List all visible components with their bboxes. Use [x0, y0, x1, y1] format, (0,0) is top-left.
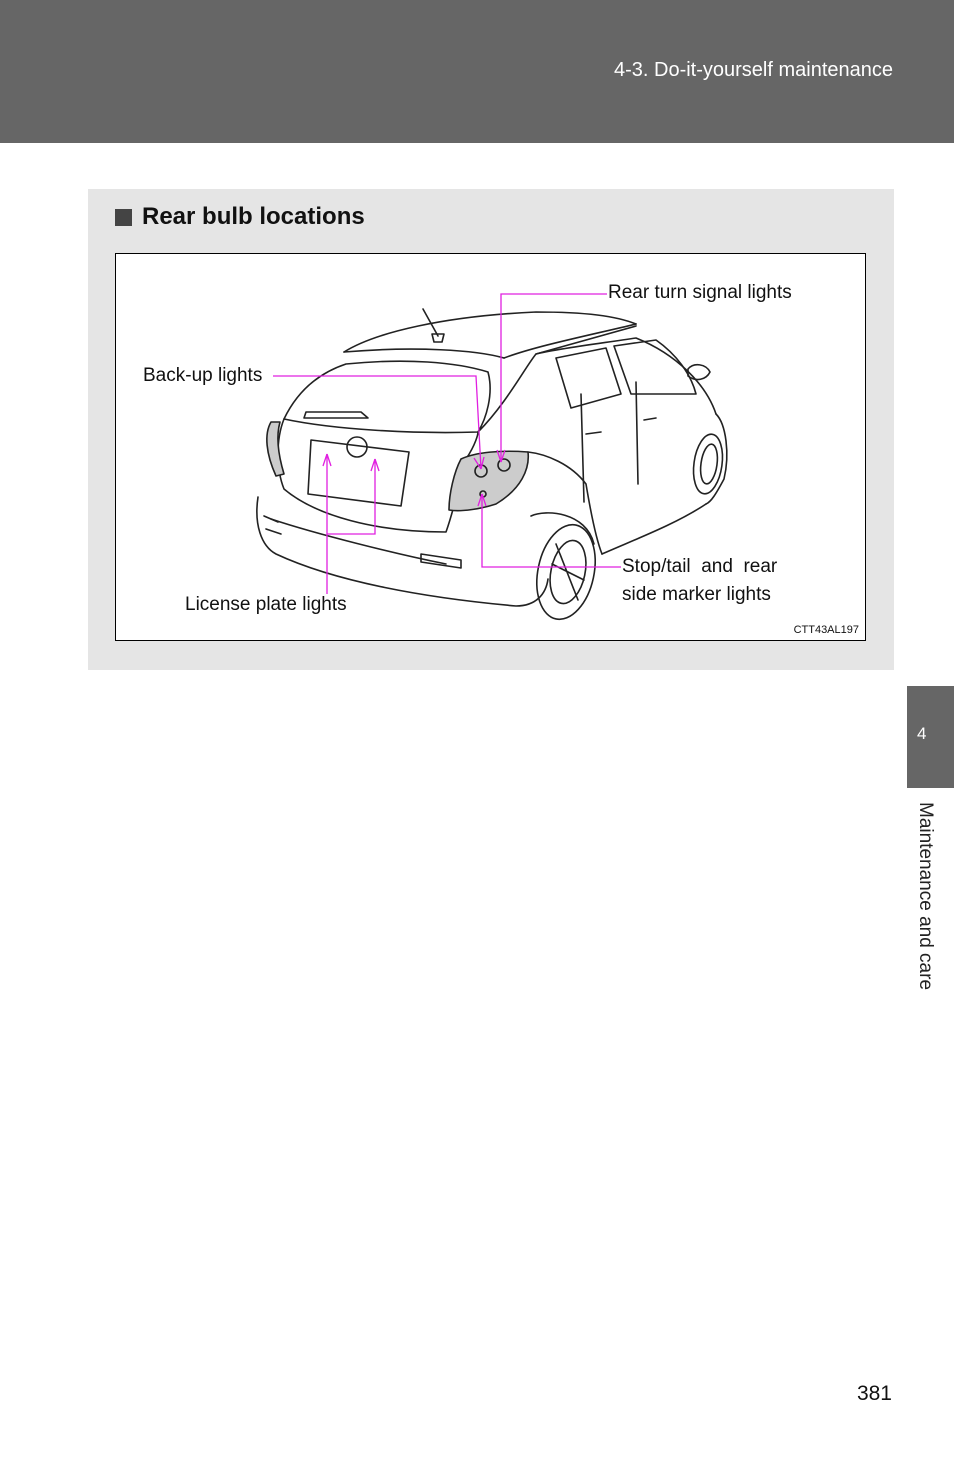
rear-wheel: [529, 519, 604, 625]
section-heading-text: Rear bulb locations: [142, 203, 365, 230]
rear-window: [284, 361, 490, 432]
leader-license-right: [327, 459, 375, 534]
label-stop-tail-1: Stop/tail and rear: [622, 556, 778, 577]
car-rear-illustration: [115, 253, 866, 641]
side-mirror: [688, 365, 710, 380]
label-stop-tail-2: side marker lights: [622, 584, 771, 605]
figure-code: CTT43AL197: [793, 624, 859, 636]
label-license-plate: License plate lights: [185, 594, 347, 615]
leader-stop-tail: [482, 494, 621, 567]
car-drawing: [116, 254, 865, 640]
square-bullet-icon: [115, 209, 132, 226]
page-number: 381: [856, 1382, 892, 1405]
chapter-tab: [907, 686, 954, 788]
leader-rear-turn-signal: [501, 294, 607, 462]
rear-side-window: [556, 348, 621, 408]
chapter-label: Maintenance and care: [915, 802, 936, 991]
plate-recess: [308, 440, 409, 506]
chapter-number: 4: [917, 724, 927, 743]
rear-bumper: [257, 497, 548, 606]
section-heading: [115, 203, 365, 231]
label-backup-lights: Back-up lights: [143, 365, 263, 386]
header-band: [0, 0, 954, 143]
roof-line: [344, 312, 636, 352]
label-rear-turn-signal: Rear turn signal lights: [608, 282, 792, 303]
rear-bulb-section: [88, 189, 894, 670]
section-title: 4-3. Do-it-yourself maintenance: [613, 59, 893, 81]
front-side-window: [614, 340, 696, 394]
right-tail-light: [449, 451, 528, 510]
